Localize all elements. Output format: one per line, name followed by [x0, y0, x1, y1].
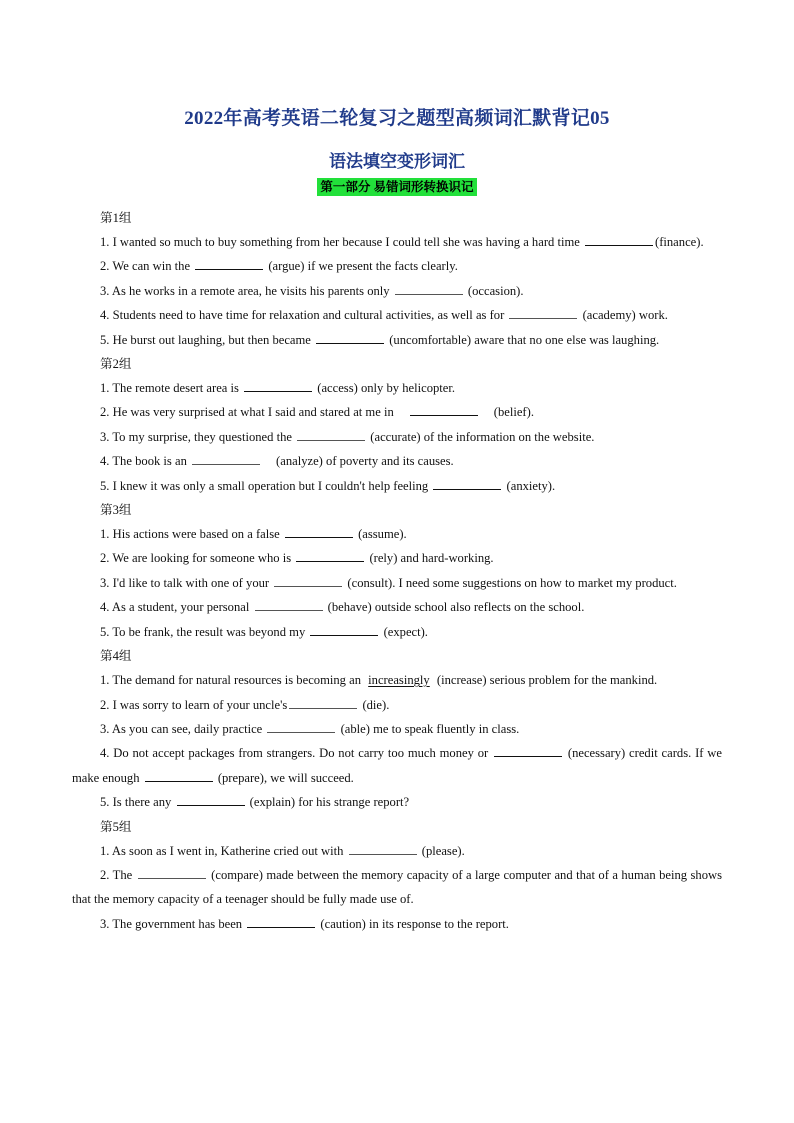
answer-blank[interactable] — [395, 281, 463, 295]
section-heading-wrap — [0, 178, 794, 196]
exercise-item: 3. As he works in a remote area, he visits his parents only (occasion). — [72, 279, 722, 303]
answer-blank[interactable] — [296, 548, 364, 562]
answer-blank[interactable] — [247, 914, 315, 928]
exercise-item: 5. He burst out laughing, but then became (uncomfortable) aware that no one else was laughing. — [72, 328, 722, 352]
answer-blank[interactable] — [310, 622, 378, 636]
exercise-item: 2. We are looking for someone who is (rely) and hard-working. — [72, 546, 722, 570]
exercise-item: 2. I was sorry to learn of your uncle's (die). — [72, 693, 722, 717]
answer-blank[interactable] — [274, 573, 342, 587]
page-subtitle: 语法填空变形词汇 — [329, 152, 465, 171]
answer-blank[interactable] — [177, 792, 245, 806]
exercise-item: 4. Do not accept packages from strangers. Do not carry too much money or (necessary) credit cards. If we make enough (prepare), we will succeed. — [72, 741, 722, 790]
exercise-item: 5. To be frank, the result was beyond my (expect). — [72, 620, 722, 644]
group-label: 第5组 — [100, 819, 132, 834]
exercise-item: 1. The remote desert area is (access) only by helicopter. — [72, 376, 722, 400]
group-label: 第1组 — [100, 211, 132, 225]
group-label: 第4组 — [100, 649, 132, 664]
answer-blank[interactable] — [267, 719, 335, 733]
exercise-content — [72, 206, 722, 936]
exercise-item: 4. As a student, your personal (behave) outside school also reflects on the school. — [72, 595, 722, 619]
exercise-item: 2. He was very surprised at what I said and stared at me in (belief). — [72, 400, 722, 424]
exercise-item: 3. As you can see, daily practice (able) me to speak fluently in class. — [72, 717, 722, 741]
section-heading: 第一部分 易错词形转换识记 — [317, 178, 476, 196]
answer-blank[interactable] — [297, 427, 365, 441]
exercise-item: 3. The government has been (caution) in its response to the report. — [72, 912, 722, 936]
answer-blank[interactable] — [145, 768, 213, 782]
exercise-item: 1. His actions were based on a false (assume). — [72, 522, 722, 546]
exercise-item: 2. We can win the (argue) if we present the facts clearly. — [72, 254, 722, 278]
exercise-item: 1. As soon as I went in, Katherine cried out with (please). — [72, 839, 722, 863]
answer-blank[interactable] — [349, 841, 417, 855]
answer-blank[interactable] — [410, 402, 478, 416]
answer-blank[interactable] — [138, 865, 206, 879]
exercise-item: 1. I wanted so much to buy something from her because I could tell she was having a hard time (finance). — [72, 230, 722, 254]
answer-blank[interactable] — [285, 524, 353, 538]
exercise-item: 5. I knew it was only a small operation but I couldn't help feeling (anxiety). — [72, 474, 722, 498]
exercise-item: 3. I'd like to talk with one of your (consult). I need some suggestions on how to market my product. — [72, 571, 722, 595]
group-label: 第3组 — [100, 503, 132, 518]
answer-blank[interactable] — [494, 743, 562, 757]
answer-blank[interactable] — [244, 378, 312, 392]
page-title: 2022年高考英语二轮复习之题型高频词汇默背记05 — [184, 108, 610, 129]
group-label: 第2组 — [100, 357, 132, 372]
answer-blank[interactable] — [255, 597, 323, 611]
exercise-item: 2. The (compare) made between the memory capacity of a large computer and that of a human being shows that the memory capacity of a teenager should be fully made use of. — [72, 863, 722, 912]
answer-blank[interactable] — [509, 305, 577, 319]
answer-blank[interactable] — [195, 256, 263, 270]
exercise-item: 4. Students need to have time for relaxation and cultural activities, as well as for (academy) work. — [72, 303, 722, 327]
answer-blank[interactable] — [585, 232, 653, 246]
answer-blank[interactable] — [289, 695, 357, 709]
exercise-item: 1. The demand for natural resources is becoming an increasingly (increase) serious problem for the mankind. — [100, 673, 658, 688]
answer-blank[interactable] — [316, 330, 384, 344]
filled-answer: increasingly — [368, 673, 430, 688]
exercise-item: 3. To my surprise, they questioned the (accurate) of the information on the website. — [72, 425, 722, 449]
answer-blank[interactable] — [192, 451, 260, 465]
answer-blank[interactable] — [433, 476, 501, 490]
exercise-item: 5. Is there any (explain) for his strange report? — [72, 790, 722, 814]
exercise-item: 4. The book is an (analyze) of poverty and its causes. — [72, 449, 722, 473]
